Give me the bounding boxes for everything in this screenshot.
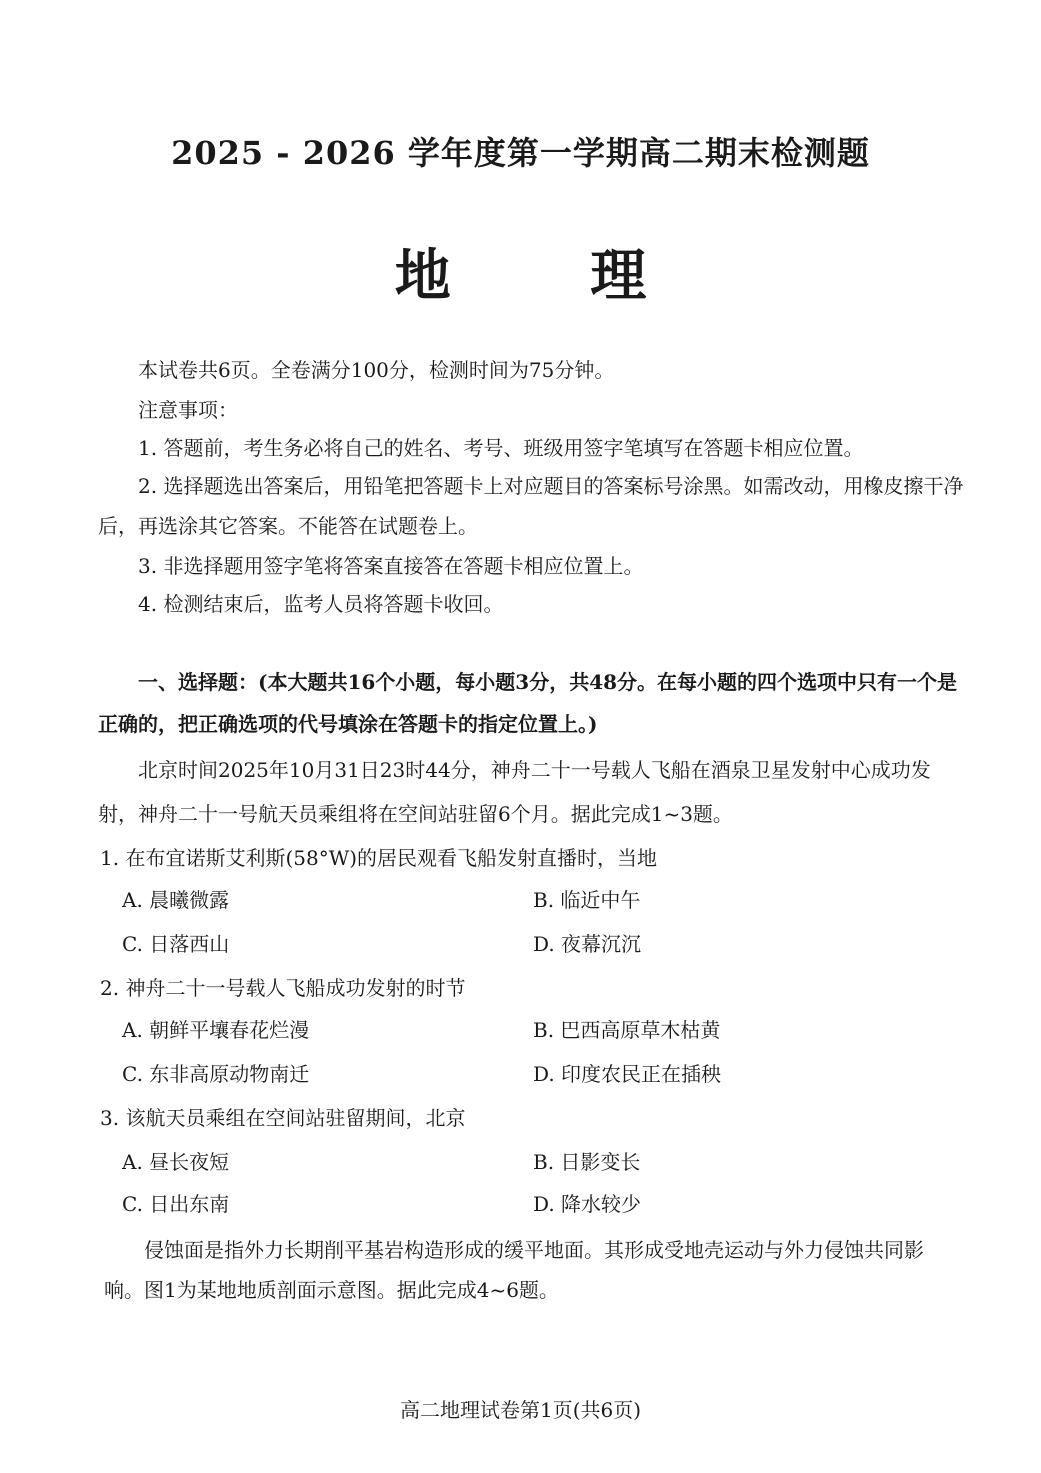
question-1-option-b: B. 临近中午 bbox=[533, 888, 641, 912]
question-3-option-b: B. 日影变长 bbox=[533, 1150, 641, 1174]
question-2-option-d: D. 印度农民正在插秧 bbox=[533, 1062, 722, 1086]
note-item-3: 3. 非选择题用签字笔将答案直接答在答题卡相应位置上。 bbox=[138, 554, 644, 578]
section-1-heading: 一、选择题：(本大题共16个小题，每小题3分，共48分。在每小题的四个选项中只有一个是 bbox=[138, 670, 958, 694]
notes-heading: 注意事项： bbox=[138, 398, 238, 422]
question-1-stem: 1. 在布宜诺斯艾利斯(58°W)的居民观看飞船发射直播时，当地 bbox=[100, 846, 658, 870]
note-item-4: 4. 检测结束后，监考人员将答题卡收回。 bbox=[138, 592, 504, 616]
question-3-option-d: D. 降水较少 bbox=[533, 1192, 642, 1216]
question-2-option-c: C. 东非高原动物南迁 bbox=[122, 1062, 310, 1086]
passage-2-cont: 响。图1为某地地质剖面示意图。据此完成4~6题。 bbox=[104, 1278, 559, 1302]
section-1-heading-cont: 正确的，把正确选项的代号填涂在答题卡的指定位置上。) bbox=[98, 712, 598, 736]
intro-text: 本试卷共6页。全卷满分100分，检测时间为75分钟。 bbox=[138, 358, 615, 382]
question-2-option-b: B. 巴西高原草木枯黄 bbox=[533, 1018, 721, 1042]
question-3-option-c: C. 日出东南 bbox=[122, 1192, 230, 1216]
question-1-option-d: D. 夜幕沉沉 bbox=[533, 932, 642, 956]
passage-1-cont: 射，神舟二十一号航天员乘组将在空间站驻留6个月。据此完成1~3题。 bbox=[98, 802, 733, 826]
question-2-option-a: A. 朝鲜平壤春花烂漫 bbox=[122, 1018, 310, 1042]
question-2-stem: 2. 神舟二十一号载人飞船成功发射的时节 bbox=[100, 976, 466, 1000]
note-item-2: 2. 选择题选出答案后，用铅笔把答题卡上对应题目的答案标号涂黑。如需改动，用橡皮擦干净 bbox=[138, 474, 964, 498]
passage-1: 北京时间2025年10月31日23时44分，神舟二十一号载人飞船在酒泉卫星发射中心成功发 bbox=[138, 758, 931, 782]
question-3-stem: 3. 该航天员乘组在空间站驻留期间，北京 bbox=[100, 1106, 466, 1130]
subject-title: 地 理 bbox=[394, 243, 707, 309]
page-footer: 高二地理试卷第1页(共6页) bbox=[399, 1398, 642, 1422]
note-item-2-cont: 后，再选涂其它答案。不能答在试题卷上。 bbox=[98, 514, 478, 538]
note-item-1: 1. 答题前，考生务必将自己的姓名、考号、班级用签字笔填写在答题卡相应位置。 bbox=[138, 436, 864, 460]
passage-2: 侵蚀面是指外力长期削平基岩构造形成的缓平地面。其形成受地壳运动与外力侵蚀共同影 bbox=[144, 1238, 924, 1262]
question-1-option-a: A. 晨曦微露 bbox=[122, 888, 230, 912]
question-3-option-a: A. 昼长夜短 bbox=[122, 1150, 230, 1174]
question-1-option-c: C. 日落西山 bbox=[122, 932, 230, 956]
exam-title: 2025 - 2026 学年度第一学期高二期末检测题 bbox=[171, 134, 870, 172]
